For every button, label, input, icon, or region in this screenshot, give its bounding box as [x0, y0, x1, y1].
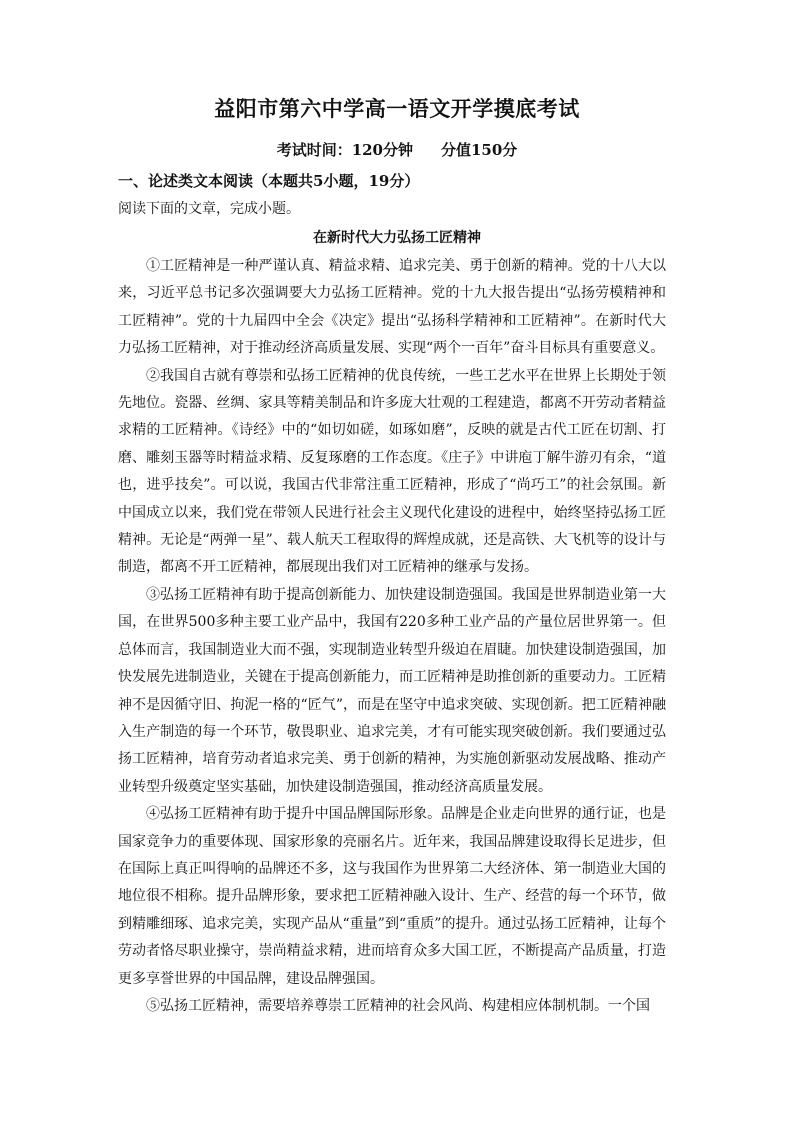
reading-instruction: 阅读下面的文章，完成小题。 — [118, 201, 300, 217]
article-paragraph-3: ③弘扬工匠精神有助于提高创新能力、加快建设制造强国。我国是世界制造业第一大国，在世界500多种主要工业产品中，我国有220多种工业产品的产量位居世界第一。但总体而言，我国制造业大而不强，实现制造业转型升级迫在眉睫。加快建设制造强国，加快发展先进制造业，关键在于提高创新能力，而工匠精神是助推创新的重要动力。工匠精神不是因循守旧、拘泥一格的“匠气”，而是在坚守中追求突破、实现创新。把工匠精神融入生产制造的每一个环节，敬畏职业、追求完美，才有可能实现突破创新。我们要通过弘扬工匠精神，培育劳动者追求完美、勇于创新的精神，为实施创新驱动发展战略、推动产业转型升级奠定坚实基础，加快建设制造强国，推动经济高质量发展。 — [118, 586, 666, 795]
article-paragraph-5: ⑤弘扬工匠精神，需要培养尊崇工匠精神的社会风尚、构建相应体制机制。一个国 — [146, 997, 650, 1014]
article-body — [118, 253, 666, 1020]
article-paragraph-4: ④弘扬工匠精神有助于提升中国品牌国际形象。品牌是企业走向世界的通行证，也是国家竞争力的重要体现、国家形象的亮丽名片。近年来，我国品牌建设取得长足进步，但在国际上真正叫得响的品牌还不多，这与我国作为世界第二大经济体、第一制造业大国的地位很不相称。提升品牌形象，要求把工匠精神融入设计、生产、经营的每一个环节，做到精雕细琢、追求完美，实现产品从“重量”到“重质”的提升。通过弘扬工匠精神，让每个劳动者恪尽职业操守，崇尚精益求精，进而培育众多大国工匠，不断提高产品质量，打造更多享誉世界的中国品牌，建设品牌强国。 — [118, 806, 666, 987]
exam-title: 益阳市第六中学高一语文开学摸底考试 — [214, 96, 580, 121]
article-paragraph-1: ①工匠精神是一种严谨认真、精益求精、追求完美、勇于创新的精神。党的十八大以来，习近平总书记多次强调要大力弘扬工匠精神。党的十九大报告提出“弘扬劳模精神和工匠精神”。党的十九届四中全会《决定》提出“弘扬科学精神和工匠精神”。在新时代大力弘扬工匠精神，对于推动经济高质量发展、实现“两个一百年”奋斗目标具有重要意义。 — [118, 258, 666, 357]
exam-score: 分值150分 — [441, 141, 518, 159]
exam-time: 考试时间：120分钟 — [276, 141, 413, 159]
section-heading: 一、论述类文本阅读（本题共5小题，19分） — [118, 172, 420, 190]
exam-info — [0, 139, 794, 160]
article-paragraph-2: ②我国自古就有尊崇和弘扬工匠精神的优良传统，一些工艺水平在世界上长期处于领先地位。瓷器、丝绸、家具等精美制品和许多庞大壮观的工程建造，都离不开劳动者精益求精的工匠精神。《诗经》中的“如切如磋，如琢如磨”，反映的就是古代工匠在切割、打磨、雕刻玉器等时精益求精、反复琢磨的工作态度。《庄子》中讲庖丁解牛游刃有余，“道也，进乎技矣”。可以说，我国古代非常注重工匠精神，形成了“尚巧工”的社会氛围。新中国成立以来，我们党在带领人民进行社会主义现代化建设的进程中，始终坚持弘扬工匠精神。无论是“两弹一星”、载人航天工程取得的辉煌成就，还是高铁、大飞机等的设计与制造，都离不开工匠精神，都展现出我们对工匠精神的继承与发扬。 — [118, 367, 666, 576]
article-title: 在新时代大力弘扬工匠精神 — [313, 230, 481, 246]
